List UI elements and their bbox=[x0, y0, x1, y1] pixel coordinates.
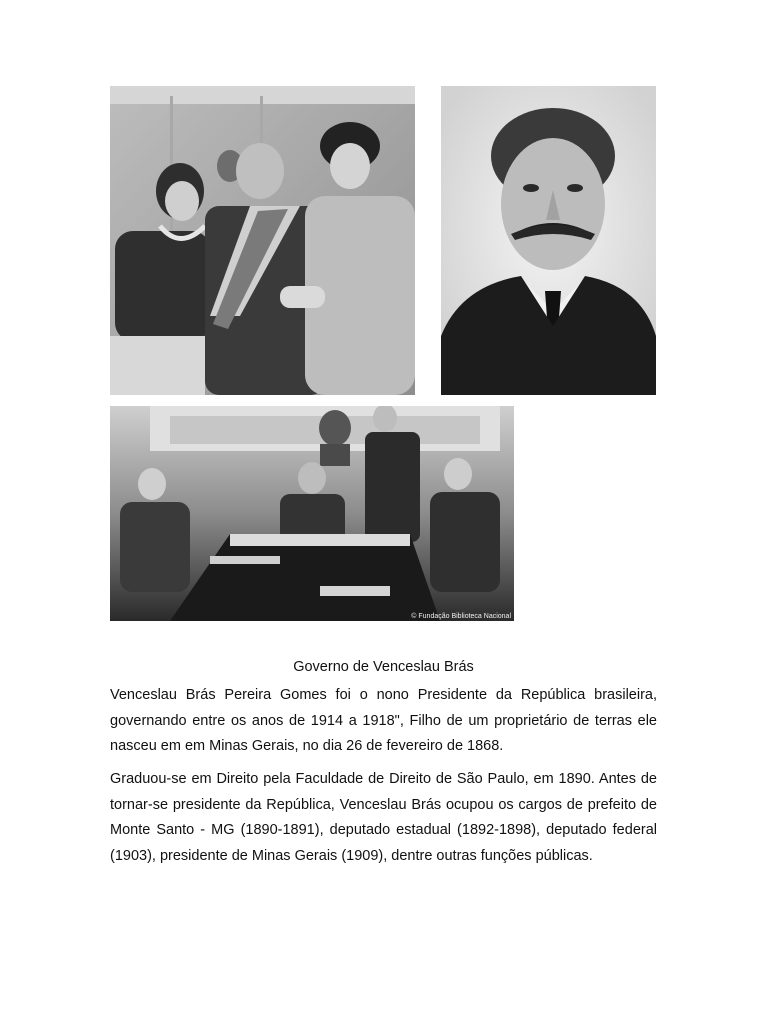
document-title: Governo de Venceslau Brás bbox=[293, 659, 474, 675]
group-photo-image bbox=[110, 86, 415, 395]
photo-credit: © Fundação Biblioteca Nacional bbox=[411, 613, 511, 620]
meeting-photo bbox=[110, 406, 514, 621]
portrait-photo-image bbox=[441, 86, 656, 395]
meeting-photo-image bbox=[110, 406, 514, 621]
group-photo bbox=[110, 86, 415, 395]
paragraph-2: Graduou-se em Direito pela Faculdade de Direito de São Paulo, em 1890. Antes de tornar-se presidente da República, Venceslau Brás ocupou os cargos de prefeito de Monte Santo - MG (1890-1891), deputado estadual (1892-1898), deputado federal (1903), presidente de Minas Gerais (1909), dentre outras funções públicas. bbox=[110, 771, 657, 864]
portrait-photo bbox=[441, 86, 656, 395]
paragraph-1: Venceslau Brás Pereira Gomes foi o nono Presidente da República brasileira, governando entre os anos de 1914 a 1918", Filho de um proprietário de terras ele nasceu em em Minas Gerais, no dia 26 de fevereiro de 1868. bbox=[110, 687, 657, 754]
